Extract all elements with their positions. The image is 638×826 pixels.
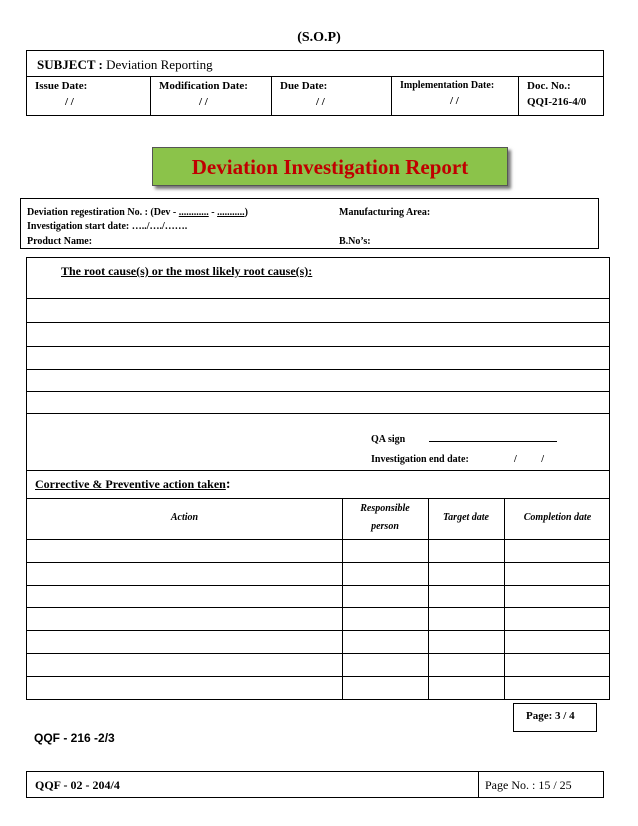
corrective-action-heading-row [26, 471, 610, 499]
root-cause-line-6 [27, 413, 609, 414]
issue-date-label: Issue Date: [35, 80, 88, 92]
column-header-action: Action [170, 512, 199, 523]
modification-date-value: / / [199, 96, 208, 108]
footer [26, 771, 604, 798]
registration-separator: - [211, 207, 215, 218]
corrective-action-colon: : [225, 477, 231, 492]
registration-label: Deviation regestiration No. : (Dev - [27, 207, 177, 218]
col-divider-3 [504, 499, 505, 699]
modification-date-label: Modification Date: [159, 80, 248, 92]
due-date-value: / / [316, 96, 325, 108]
root-cause-line-1 [27, 298, 609, 299]
form-code: QQF - 216 -2/3 [34, 731, 115, 745]
table-row [27, 676, 609, 677]
registration-suffix: ) [244, 207, 248, 218]
issue-date-value: / / [65, 96, 74, 108]
doc-no-value: QQI-216-4/0 [527, 96, 587, 108]
investigation-end-date-value: / / [514, 454, 545, 465]
table-row [27, 585, 609, 586]
table-row [27, 562, 609, 563]
table-row [27, 607, 609, 608]
manufacturing-area-label: Manufacturing Area: [339, 207, 431, 218]
page-indicator: Page: 3 / 4 [513, 703, 597, 732]
doc-no-label: Doc. No.: [527, 80, 571, 92]
report-title: Deviation Investigation Report [152, 147, 508, 186]
due-date-cell [272, 77, 392, 116]
implementation-date-label: Implementation Date: [400, 80, 495, 91]
root-cause-section [26, 257, 610, 471]
doc-no-cell [519, 77, 605, 116]
batch-numbers-label: B.No’s: [339, 236, 371, 247]
table-row [27, 539, 609, 540]
registration-blank-2[interactable]: ........... [217, 207, 245, 218]
issue-date-cell [27, 77, 151, 116]
table-row [27, 653, 609, 654]
implementation-date-value: / / [450, 95, 459, 107]
column-header-completion-date: Completion date [523, 512, 592, 523]
registration-line [27, 207, 248, 218]
root-cause-line-2 [27, 322, 609, 323]
qa-sign-line[interactable] [429, 441, 557, 442]
table-row [27, 630, 609, 631]
subject-row [27, 51, 603, 77]
root-cause-line-4 [27, 369, 609, 370]
subject-value: Deviation Reporting [106, 57, 213, 72]
qa-sign-label: QA sign [371, 434, 406, 445]
column-header-responsible: Responsible [360, 503, 410, 514]
root-cause-line-5 [27, 391, 609, 392]
corrective-action-table [26, 499, 610, 700]
sop-heading: (S.O.P) [297, 30, 341, 45]
column-header-person: person [371, 521, 399, 532]
implementation-date-cell [392, 77, 519, 116]
document-header [26, 50, 604, 116]
deviation-info-box [20, 198, 599, 249]
investigation-start-date: Investigation start date: …../…./……. [27, 221, 188, 232]
investigation-end-date-label: Investigation end date: [371, 454, 469, 465]
modification-date-cell [151, 77, 272, 116]
col-divider-2 [428, 499, 429, 699]
footer-page-number: Page No. : 15 / 25 [478, 772, 605, 797]
column-header-target-date: Target date [442, 512, 489, 523]
root-cause-heading: The root cause(s) or the most likely root cause(s): [61, 264, 313, 278]
product-name-label: Product Name: [27, 236, 93, 247]
subject-label: SUBJECT : [37, 57, 103, 72]
corrective-action-heading: Corrective & Preventive action taken [35, 477, 226, 491]
root-cause-line-3 [27, 346, 609, 347]
registration-blank-1[interactable]: ............ [178, 207, 209, 218]
due-date-label: Due Date: [280, 80, 328, 92]
footer-form-code: QQF - 02 - 204/4 [35, 778, 120, 792]
